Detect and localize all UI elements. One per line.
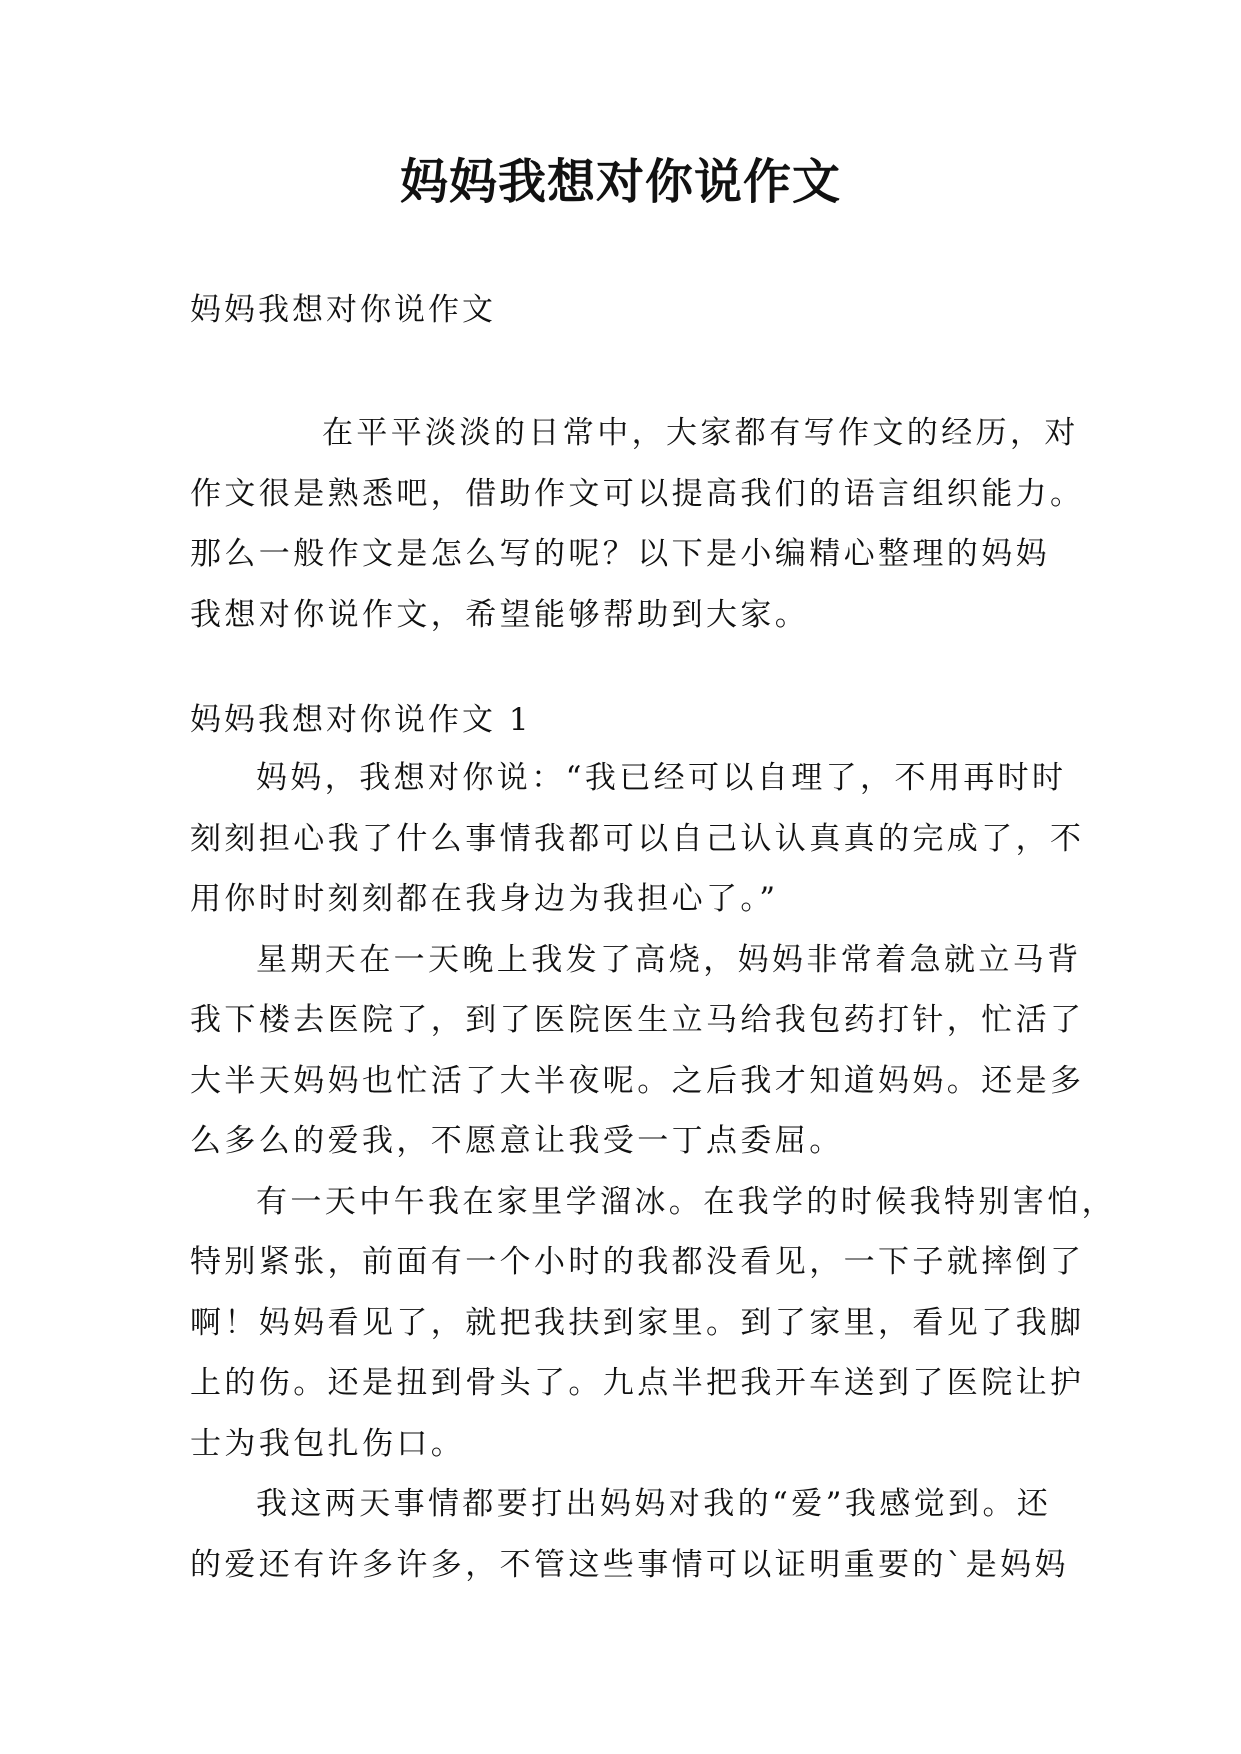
body-line: 星期天在一天晚上我发了高烧，妈妈非常着急就立马背 — [256, 941, 1082, 978]
body-line: 妈妈，我想对你说：“我已经可以自理了，不用再时时 — [256, 760, 1067, 796]
essay-body — [190, 748, 1116, 1595]
document-subtitle: 妈妈我想对你说作文 — [190, 292, 496, 328]
body-line: 么多么的爱我，不愿意让我受一丁点委屈。 — [190, 1123, 844, 1159]
intro-line: 我想对你说作文，希望能够帮助到大家。 — [190, 596, 810, 633]
intro-line: 作文很是熟悉吧，借助作文可以提高我们的语言组织能力。 — [190, 475, 1085, 512]
intro-line: 那么一般作文是怎么写的呢？以下是小编精心整理的妈妈 — [190, 536, 1050, 572]
body-line: 特别紧张，前面有一个小时的我都没看见，一下子就摔倒了 — [190, 1244, 1085, 1280]
body-line: 我这两天事情都要打出妈妈对我的“爱”我感觉到。还 — [256, 1486, 1052, 1522]
document-title: 妈妈我想对你说作文 — [399, 154, 841, 210]
body-line: 的爱还有许多许多，不管这些事情可以证明重要的`是妈妈 — [190, 1546, 1069, 1583]
body-line: 我下楼去医院了，到了医院医生立马给我包药打针，忙活了 — [190, 1002, 1085, 1038]
body-line: 大半天妈妈也忙活了大半夜呢。之后我才知道妈妈。还是多 — [190, 1062, 1085, 1099]
body-line: 啊！妈妈看见了，就把我扶到家里。到了家里，看见了我脚 — [190, 1304, 1085, 1341]
body-line: 有一天中午我在家里学溜冰。在我学的时候我特别害怕， — [256, 1183, 1116, 1220]
body-line: 用你时时刻刻都在我身边为我担心了。” — [190, 881, 779, 917]
section-heading: 妈妈我想对你说作文 1 — [190, 702, 532, 738]
body-line: 士为我包扎伤口。 — [190, 1425, 466, 1462]
body-line: 上的伤。还是扭到骨头了。九点半把我开车送到了医院让护 — [190, 1365, 1085, 1401]
intro-line: 在平平淡淡的日常中，大家都有写作文的经历，对 — [322, 415, 1079, 451]
body-line: 刻刻担心我了什么事情我都可以自己认认真真的完成了，不 — [190, 820, 1085, 857]
intro-paragraph — [190, 403, 1085, 645]
